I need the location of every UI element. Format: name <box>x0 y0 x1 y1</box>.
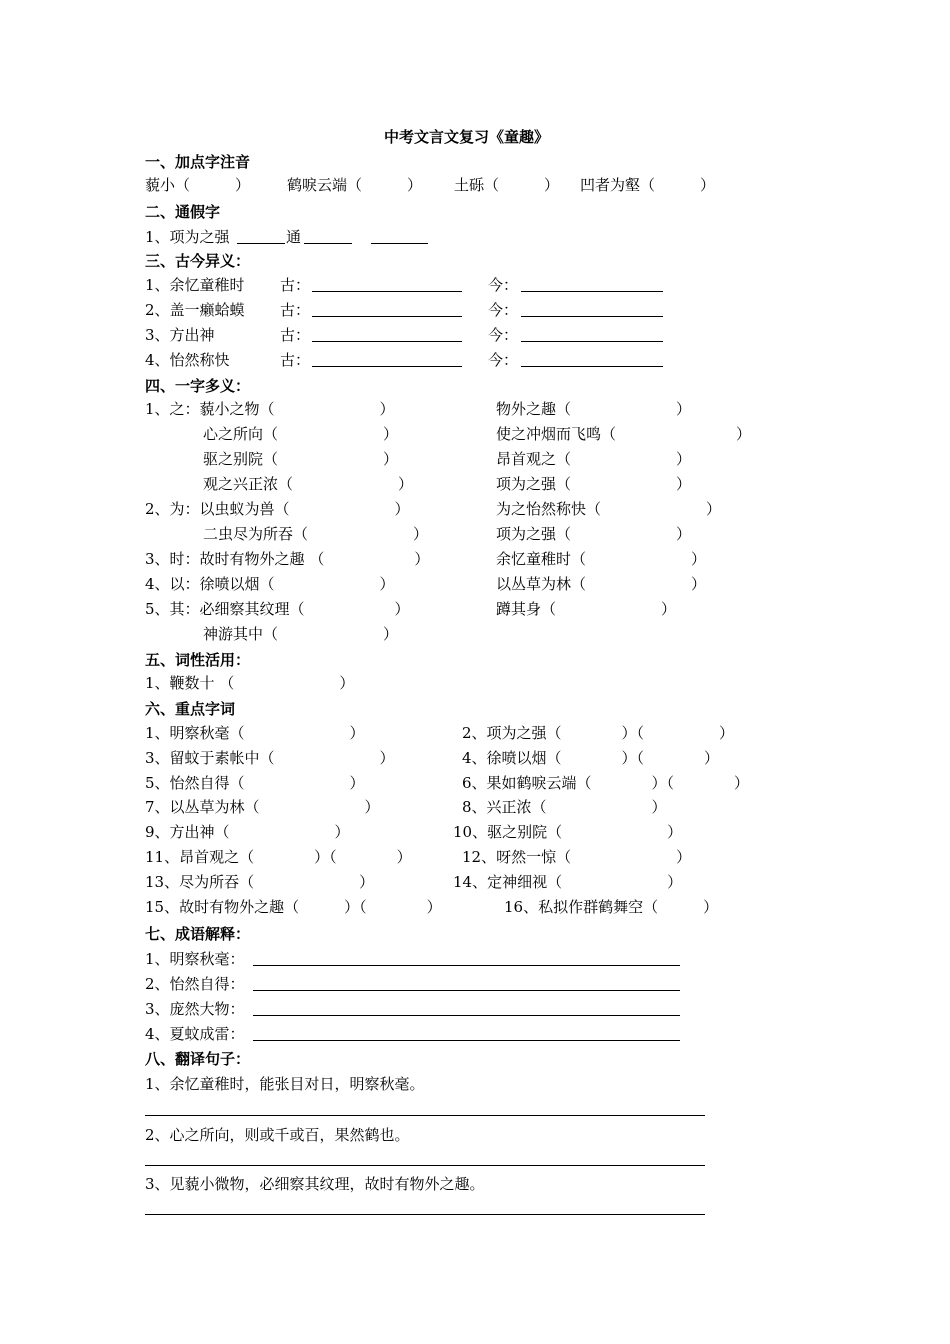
s6-row-4-a: 7、以丛草为林（ ） <box>145 798 380 816</box>
section-2-heading: 二、通假字 <box>145 203 221 221</box>
s4-row-3-b: 昂首观之（ ） <box>496 450 692 468</box>
s4-row-6-a: 二虫尽为所吞（ ） <box>203 525 429 543</box>
s3-item-2: 2、盖一癞蛤蟆 <box>145 301 245 319</box>
s6-row-8-b: 16、私拟作群鹤舞空（ ） <box>504 898 719 916</box>
s6-row-2-a: 3、留蚊于素帐中（ ） <box>145 749 395 767</box>
s3-item-1: 1、余忆童稚时 <box>145 276 245 294</box>
s4-row-7-a: 3、时：故时有物外之趣 （ ） <box>145 550 430 568</box>
s3-gu-label: 古： <box>280 326 311 344</box>
s6-row-1-b: 2、项为之强（ ）（ ） <box>462 724 735 742</box>
s4-row-5-a: 2、为：以虫蚁为兽（ ） <box>145 500 410 518</box>
s7-blank-3[interactable] <box>253 1015 680 1016</box>
s4-row-9-b: 蹲其身（ ） <box>496 600 677 618</box>
s3-gu-label: 古： <box>280 301 311 319</box>
s3-jin-label: 今： <box>488 326 519 344</box>
s8-item-1: 1、余忆童稚时，能张目对日，明察秋毫。 <box>145 1075 425 1093</box>
s2-blank-1[interactable] <box>237 243 285 244</box>
section-4-heading: 四、一字多义： <box>145 377 251 395</box>
s4-row-1-a: 1、之：藐小之物（ ） <box>145 400 395 418</box>
s3-jin-blank[interactable] <box>521 366 663 367</box>
s6-row-6-b: 12、呀然一惊（ ） <box>462 848 692 866</box>
s3-item-4: 4、怡然称快 <box>145 351 230 369</box>
s6-row-7-a: 13、尽为所吞（ ） <box>145 873 375 891</box>
s6-row-6-a: 11、昂首观之（ ）（ ） <box>145 848 412 866</box>
s1-item-2: 鹤唳云端（ ） <box>287 176 423 194</box>
s3-jin-label: 今： <box>488 276 519 294</box>
s4-row-2-b: 使之冲烟而飞鸣（ ） <box>496 425 752 443</box>
section-1-heading: 一、加点字注音 <box>145 153 251 171</box>
s3-gu-blank[interactable] <box>312 341 462 342</box>
s6-row-3-a: 5、怡然自得（ ） <box>145 774 365 792</box>
s4-row-8-a: 4、以：徐喷以烟（ ） <box>145 575 395 593</box>
section-7-heading: 七、成语解释： <box>145 925 251 943</box>
s4-row-1-b: 物外之趣（ ） <box>496 400 692 418</box>
section-8-heading: 八、翻译句子： <box>145 1050 251 1068</box>
s3-gu-blank[interactable] <box>312 291 462 292</box>
s3-jin-label: 今： <box>488 301 519 319</box>
s6-row-5-a: 9、方出神（ ） <box>145 823 350 841</box>
s4-row-4-a: 观之兴正浓（ ） <box>203 475 414 493</box>
s7-item-2: 2、怡然自得： <box>145 975 245 993</box>
s8-answer-line-1[interactable] <box>145 1115 705 1116</box>
s6-row-3-b: 6、果如鹤唳云端（ ）（ ） <box>462 774 750 792</box>
s8-item-3: 3、见藐小微物，必细察其纹理，故时有物外之趣。 <box>145 1175 485 1193</box>
s2-blank-2[interactable] <box>304 243 352 244</box>
s1-item-1: 藐小（ ） <box>145 176 251 194</box>
s6-row-1-a: 1、明察秋毫（ ） <box>145 724 365 742</box>
s1-item-4: 凹者为壑（ ） <box>580 176 716 194</box>
s3-gu-blank[interactable] <box>312 366 462 367</box>
s3-gu-blank[interactable] <box>312 316 462 317</box>
s6-row-2-b: 4、徐喷以烟（ ）（ ） <box>462 749 720 767</box>
s7-item-1: 1、明察秋毫： <box>145 950 245 968</box>
s8-answer-line-2[interactable] <box>145 1165 705 1166</box>
s7-item-4: 4、夏蚊成雷： <box>145 1025 245 1043</box>
s1-item-3: 土砾（ ） <box>454 176 560 194</box>
s7-blank-4[interactable] <box>253 1040 680 1041</box>
s8-item-2: 2、心之所向，则或千或百，果然鹤也。 <box>145 1126 410 1144</box>
s3-jin-blank[interactable] <box>521 341 663 342</box>
s4-row-9-a: 5、其：必细察其纹理（ ） <box>145 600 410 618</box>
s4-row-4-b: 项为之强（ ） <box>496 475 692 493</box>
s4-row-5-b: 为之怡然称快（ ） <box>496 500 722 518</box>
s2-item-label: 1、项为之强 <box>145 228 230 246</box>
section-5-heading: 五、词性活用： <box>145 651 251 669</box>
s6-row-5-b: 10、驱之别院（ ） <box>453 823 683 841</box>
section-3-heading: 三、古今异义： <box>145 252 251 270</box>
s4-row-7-b: 余忆童稚时（ ） <box>496 550 707 568</box>
s3-item-3: 3、方出神 <box>145 326 215 344</box>
s2-item-tong: 通 <box>286 228 302 246</box>
s4-row-10-a: 神游其中（ ） <box>203 625 399 643</box>
s2-blank-3[interactable] <box>371 243 428 244</box>
s3-jin-blank[interactable] <box>521 291 663 292</box>
s4-row-6-b: 项为之强（ ） <box>496 525 692 543</box>
section-6-heading: 六、重点字词 <box>145 700 236 718</box>
page-title: 中考文言文复习《童趣》 <box>384 128 550 146</box>
s7-blank-1[interactable] <box>253 965 680 966</box>
s4-row-8-b: 以丛草为林（ ） <box>496 575 707 593</box>
s6-row-4-b: 8、兴正浓（ ） <box>462 798 667 816</box>
s8-answer-line-3[interactable] <box>145 1214 705 1215</box>
s5-item-1: 1、鞭数十 （ ） <box>145 674 355 692</box>
s6-row-7-b: 14、定神细视（ ） <box>453 873 683 891</box>
s4-row-2-a: 心之所向（ ） <box>203 425 399 443</box>
s3-jin-blank[interactable] <box>521 316 663 317</box>
s3-jin-label: 今： <box>488 351 519 369</box>
s7-item-3: 3、庞然大物： <box>145 1000 245 1018</box>
s7-blank-2[interactable] <box>253 990 680 991</box>
s3-gu-label: 古： <box>280 276 311 294</box>
s3-gu-label: 古： <box>280 351 311 369</box>
s4-row-3-a: 驱之别院（ ） <box>203 450 399 468</box>
s6-row-8-a: 15、故时有物外之趣（ ）（ ） <box>145 898 442 916</box>
